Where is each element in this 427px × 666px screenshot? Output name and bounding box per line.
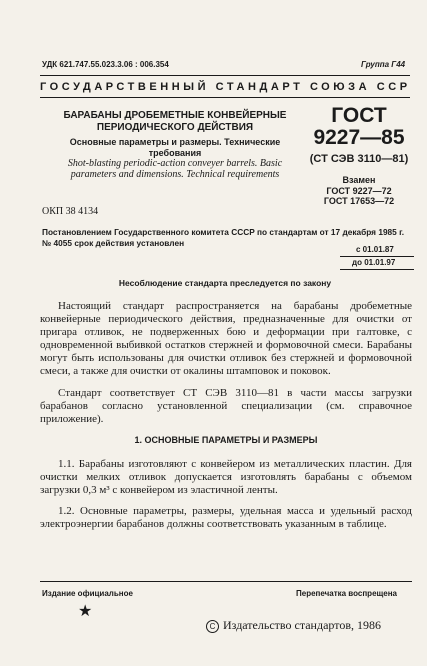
scope-paragraph: Настоящий стандарт распространяется на барабаны дробеметные конвейерные периодического действия, предназначенные для очистки от пригара отливок, не подверженных бою и деформации при галтовке, с одновременной выбивкой остатков стержней и формовочной смеси. Барабаны могут быть использованы для очистки отливок без стержней и формовочной смеси, а также для очистки от окалины штамповок и поковок. bbox=[40, 300, 412, 377]
top-rule bbox=[40, 75, 410, 76]
standard-title: БАРАБАНЫ ДРОБЕМЕТНЫЕ КОНВЕЙЕРНЫЕ ПЕРИОДИЧЕСКОГО ДЕЙСТВИЯ bbox=[63, 110, 287, 133]
st-sev-reference: (СТ СЭВ 3110—81) bbox=[309, 153, 409, 165]
reprint-prohibited-label: Перепечатка воспрещена bbox=[296, 589, 397, 598]
replaced-standard-2: ГОСТ 17653—72 bbox=[323, 196, 395, 206]
date-rule-2 bbox=[340, 269, 414, 270]
clause-1-1: 1.1. Барабаны изготовляют с конвейером из металлических пластин. Для очистки мелких отливок допускается изготовлять барабаны с объемом загрузки 0,3 м³ с конвейером из эластичной ленты. bbox=[40, 458, 412, 496]
standard-subtitle: Основные параметры и размеры. Технические требования bbox=[69, 137, 281, 158]
copyright-text: Издательство стандартов, 1986 bbox=[223, 618, 381, 632]
copyright-line bbox=[206, 618, 381, 633]
official-edition-label: Издание официальное bbox=[42, 589, 133, 598]
gost-number: 9227—85 bbox=[313, 126, 405, 149]
group-code: Группа Г44 bbox=[361, 60, 406, 69]
banner-rule bbox=[40, 97, 410, 98]
okp-code: ОКП 38 4134 bbox=[42, 206, 99, 217]
copyright-icon: C bbox=[206, 620, 219, 633]
compliance-paragraph: Стандарт соответствует СТ СЭВ 3110—81 в части массы загрузки барабанов согласно установленной специализации (см. справочное приложение). bbox=[40, 387, 412, 425]
footer-rule bbox=[40, 581, 412, 582]
udk-code: УДК 621.747.55.023.3.06 : 006.354 bbox=[42, 60, 169, 69]
date-rule-1 bbox=[340, 256, 414, 257]
english-title: Shot-blasting periodic-action conveyer barrels. Basic parameters and dimensions. Technical requirements bbox=[67, 158, 283, 180]
state-standard-banner: ГОСУДАРСТВЕННЫЙ СТАНДАРТ СОЮЗА ССР bbox=[40, 81, 411, 93]
replaces-label: Взамен bbox=[342, 175, 376, 185]
valid-until: до 01.01.97 bbox=[352, 258, 396, 267]
star-icon: ★ bbox=[78, 603, 93, 620]
clause-1-2: 1.2. Основные параметры, размеры, удельная масса и удельный расход электроэнергии барабанов должны соответствовать указанным в таблице. bbox=[40, 505, 412, 530]
decree-text: Постановлением Государственного комитета СССР по стандартам от 17 декабря 1985 г. № 4055 срок действия установлен bbox=[42, 227, 405, 248]
legal-warning: Несоблюдение стандарта преследуется по закону bbox=[118, 278, 332, 288]
replaced-standard-1: ГОСТ 9227—72 bbox=[326, 186, 392, 196]
valid-from: с 01.01.87 bbox=[356, 245, 394, 254]
gost-label: ГОСТ bbox=[331, 104, 387, 127]
section-heading: 1. ОСНОВНЫЕ ПАРАМЕТРЫ И РАЗМЕРЫ bbox=[134, 435, 318, 445]
